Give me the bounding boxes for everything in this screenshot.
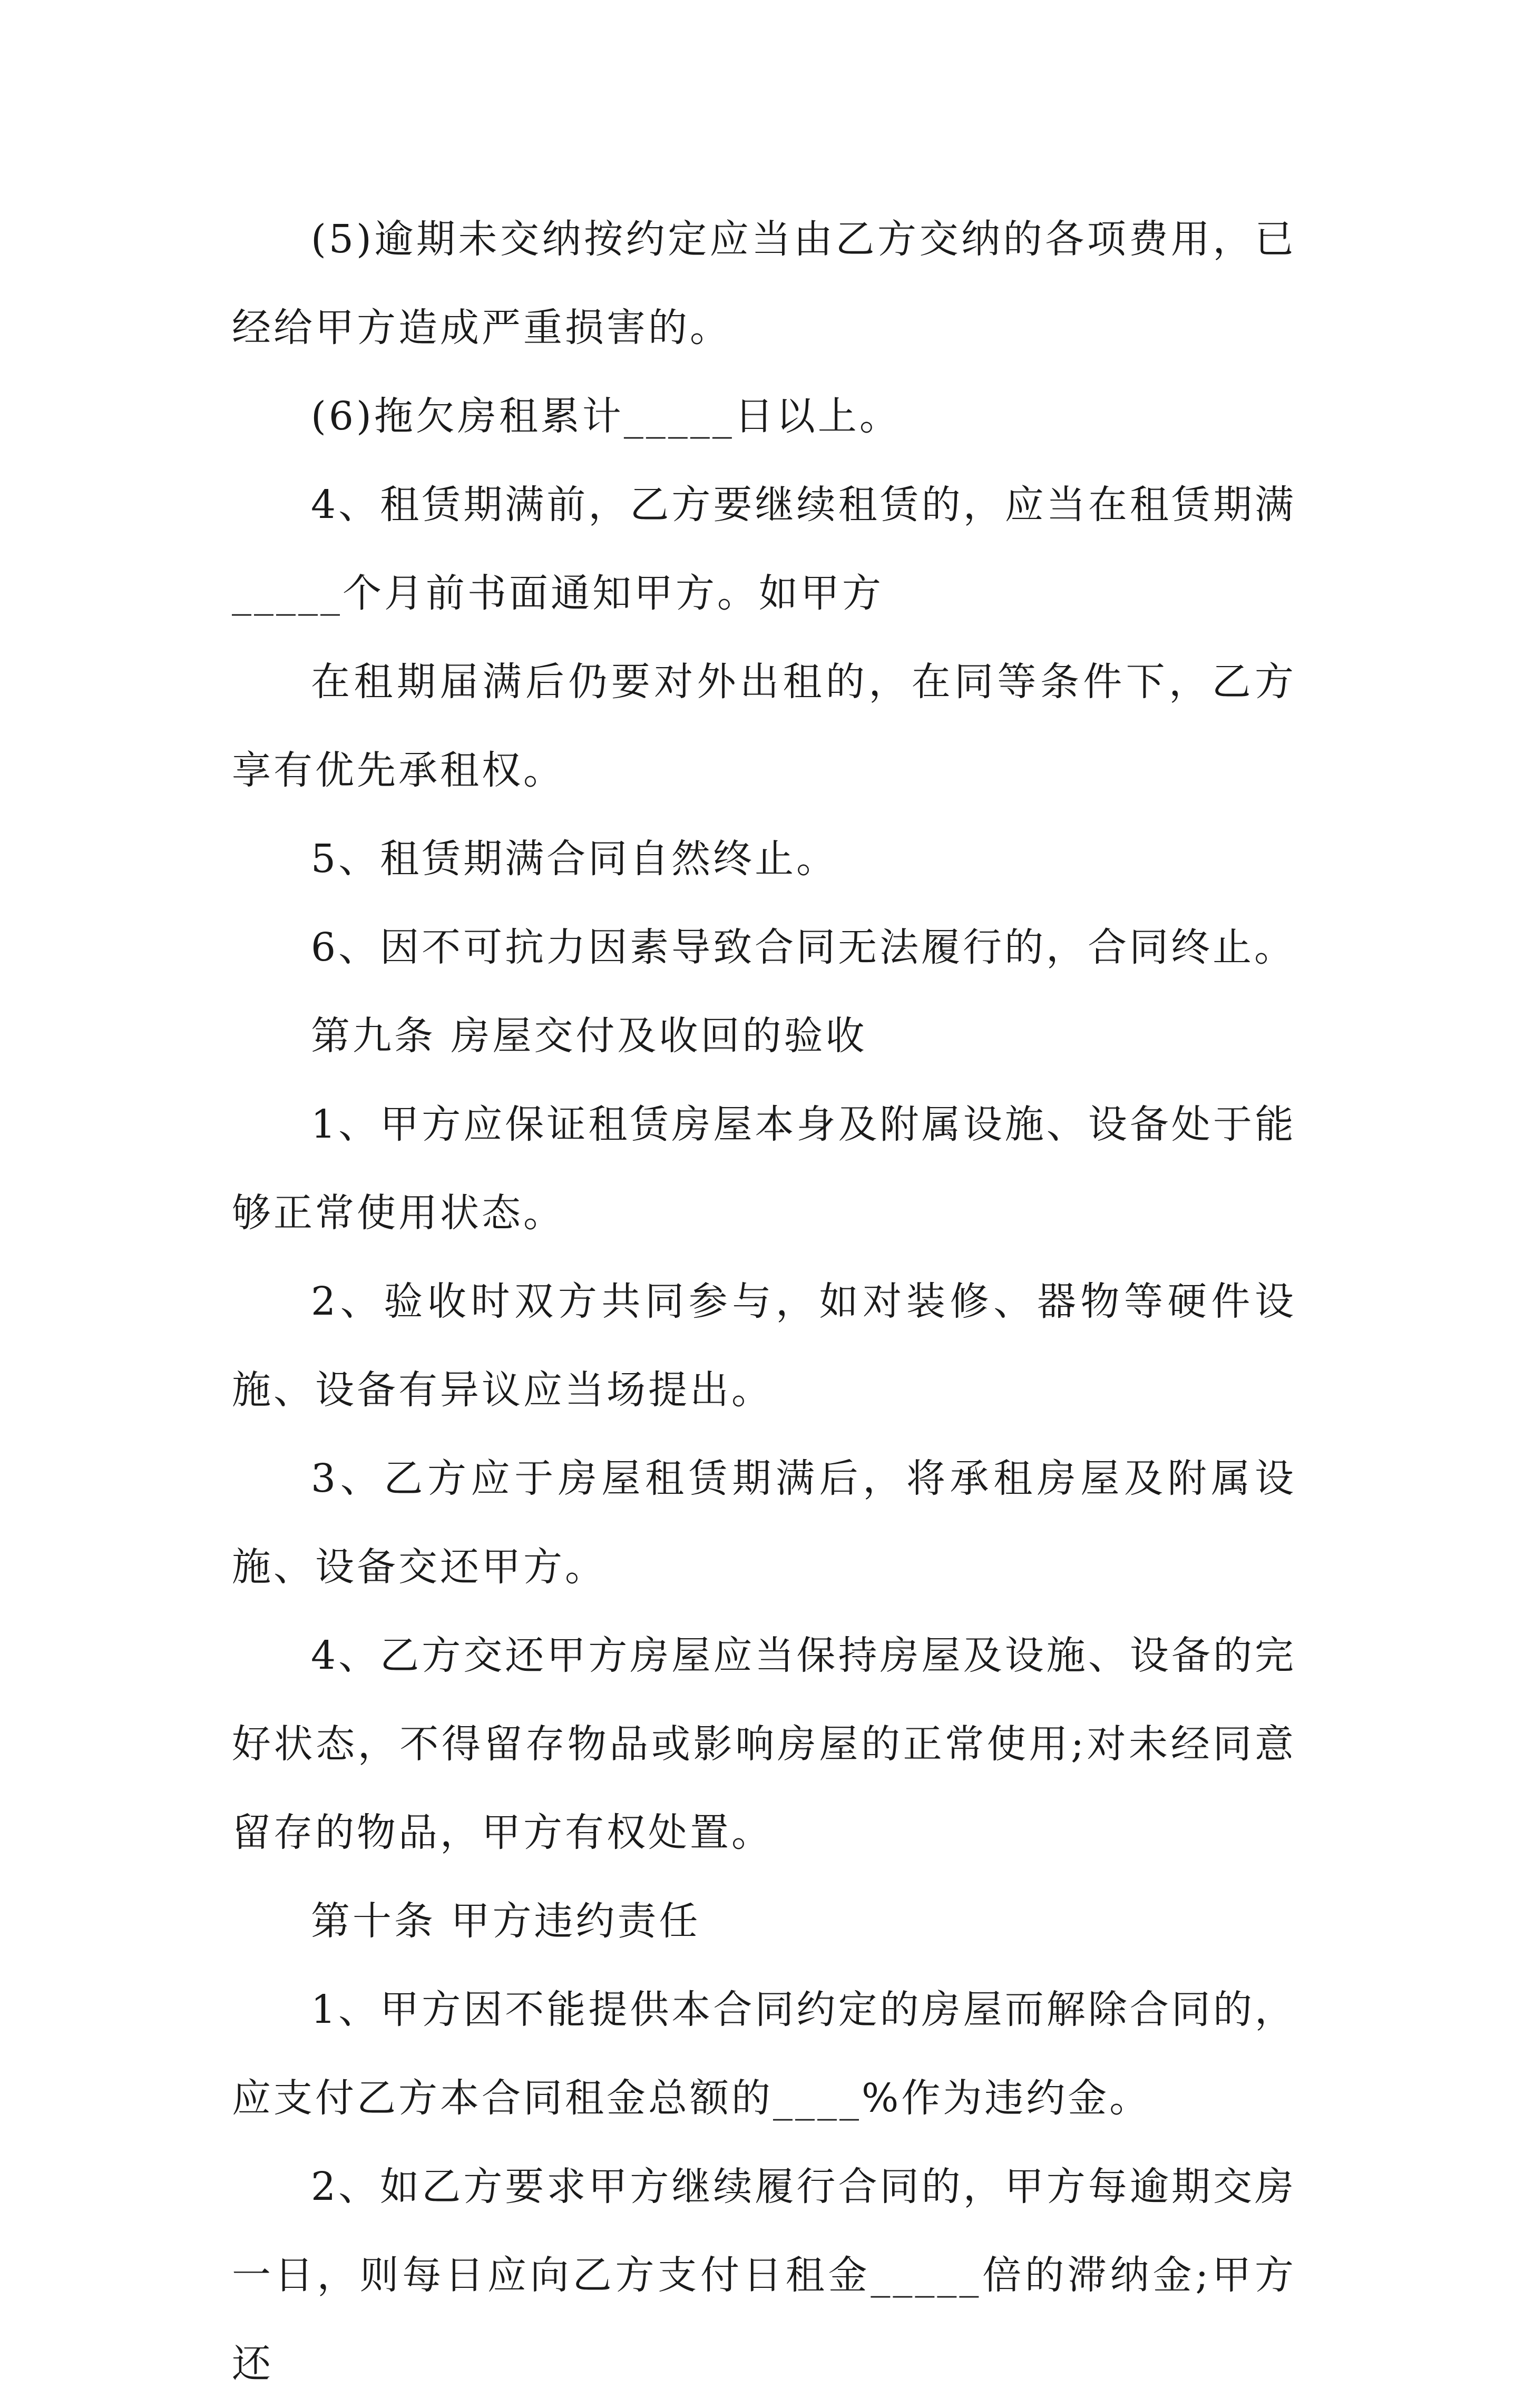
paragraph-overdue-fees: (5)逾期未交纳按约定应当由乙方交纳的各项费用，已经给甲方造成严重损害的。	[232, 217, 1296, 350]
article-9-heading: 第九条 房屋交付及收回的验收	[311, 1013, 867, 1059]
paragraph-return-condition: 4、乙方交还甲方房屋应当保持房屋及设施、设备的完好状态，不得留存物品或影响房屋的正常使用;对未经同意留存的物品，甲方有权处置。	[232, 1633, 1296, 1855]
paragraph-joint-inspection: 2、验收时双方共同参与，如对装修、器物等硬件设施、设备有异议应当场提出。	[232, 1279, 1296, 1413]
paragraph-usable-condition: 1、甲方应保证租赁房屋本身及附属设施、设备处于能够正常使用状态。	[232, 1102, 1296, 1236]
paragraph-termination-penalty: 1、甲方因不能提供本合同约定的房屋而解除合同的，应支付乙方本合同租金总额的____%作为违约金。	[232, 1987, 1296, 2121]
paragraph-return-house: 3、乙方应于房屋租赁期满后，将承租房屋及附属设施、设备交还甲方。	[232, 1456, 1296, 1590]
paragraph-late-delivery-fee: 2、如乙方要求甲方继续履行合同的，甲方每逾期交房一日，则每日应向乙方支付日租金_____倍的滞纳金;甲方还	[232, 2164, 1296, 2386]
paragraph-priority-lease: 在租期届满后仍要对外出租的，在同等条件下，乙方享有优先承租权。	[232, 659, 1296, 793]
paragraph-rent-arrears: (6)拖欠房租累计_____日以上。	[311, 394, 901, 439]
paragraph-contract-expiry: 5、租赁期满合同自然终止。	[311, 836, 838, 882]
paragraph-force-majeure: 6、因不可抗力因素导致合同无法履行的，合同终止。	[311, 925, 1296, 970]
document-body	[232, 195, 1296, 2408]
paragraph-renewal-notice: 4、租赁期满前，乙方要继续租赁的，应当在租赁期满_____个月前书面通知甲方。如甲方	[232, 482, 1296, 616]
article-10-heading: 第十条 甲方违约责任	[311, 1898, 701, 1944]
